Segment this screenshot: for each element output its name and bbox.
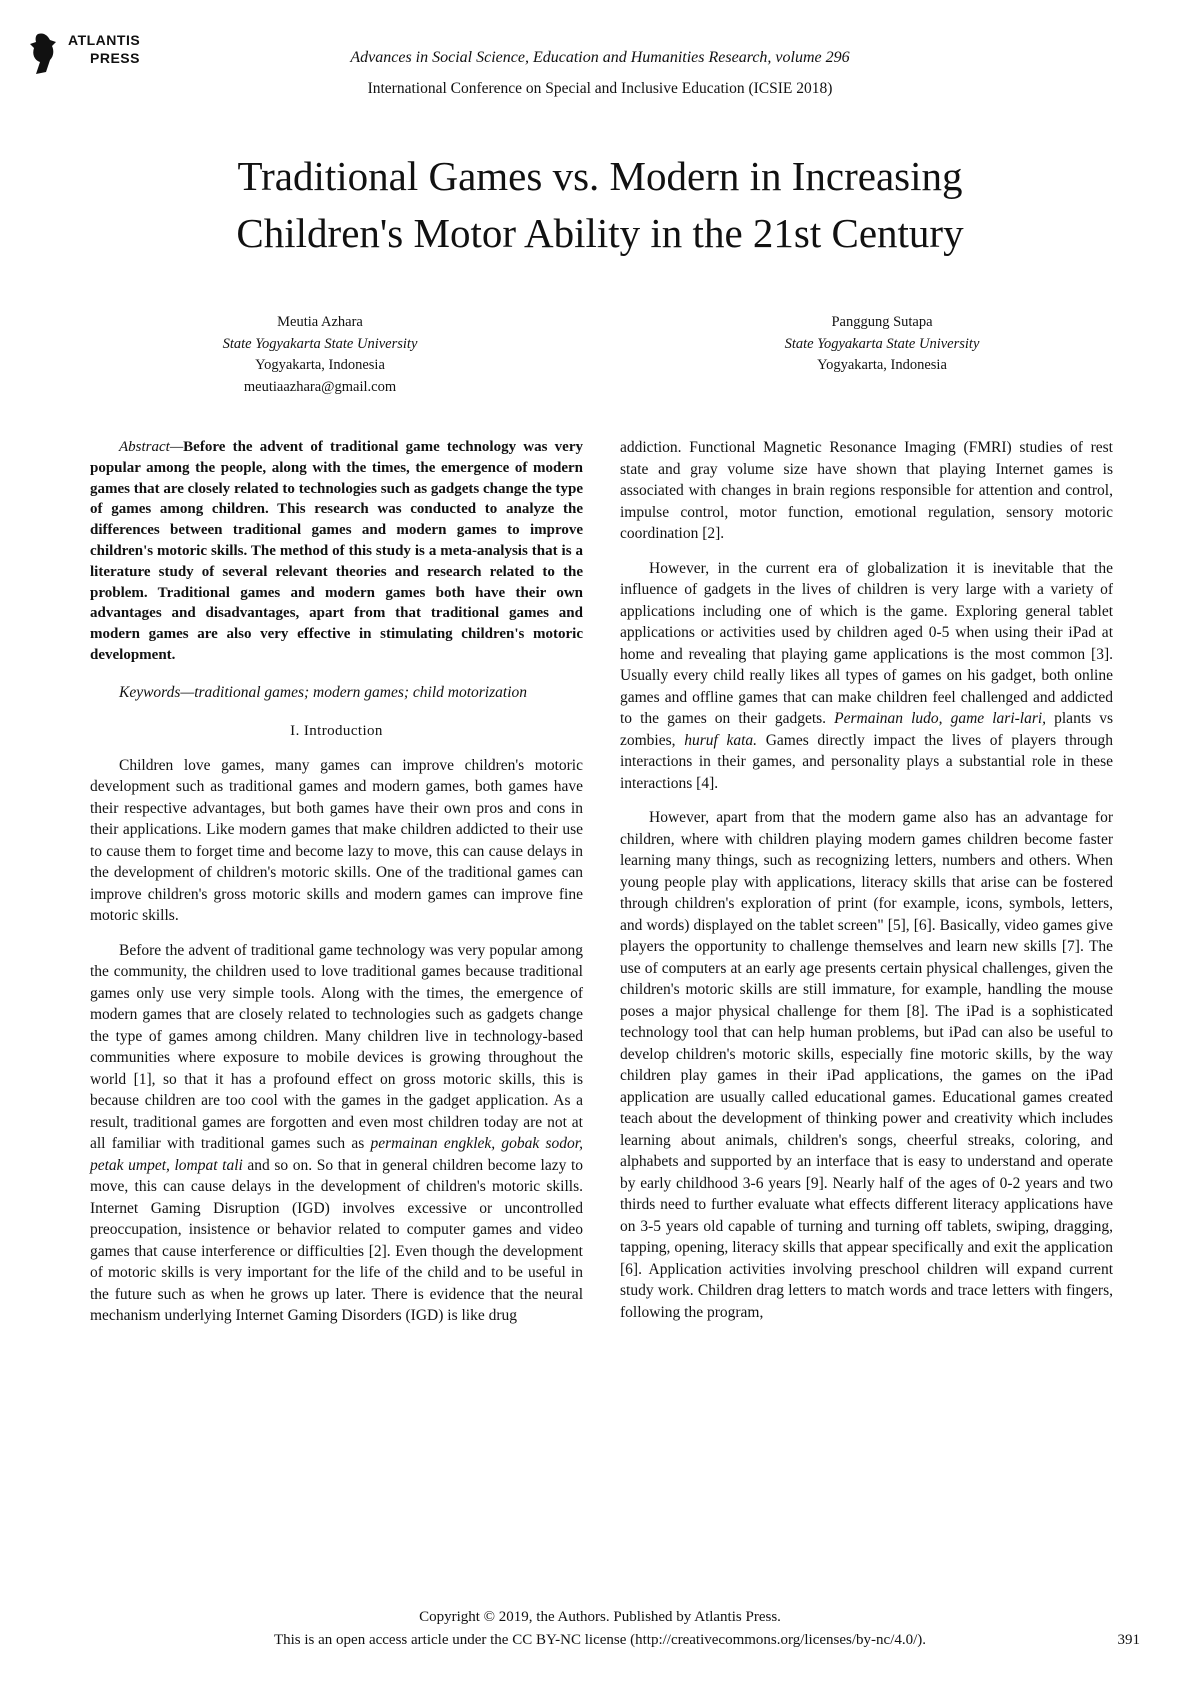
logo-text-line1: ATLANTIS [68,32,141,48]
abstract-text: Before the advent of traditional game technology was very popular among the people, along with the times, the emergence of modern games that are closely related to technologies such as gadgets change the type of games among children. This research was conducted to analyze the differences between traditional games and modern games to improve children's motoric skills. The method of this study is a meta-analysis that is a literature study of several relevant theories and research related to the problem. Traditional games and modern games both have their own advantages and disadvantages, apart from that traditional games and modern games are also very effective in stimulating children's motoric development. [90,439,583,663]
abstract-label: Abstract— [119,439,184,455]
game-names: huruf kata. [684,731,758,749]
logo-text-line2: PRESS [90,50,140,66]
section-heading-introduction: I. Introduction [290,723,383,740]
paragraph-text: Games directly impact the lives of players through interactions in their games, and personality plays a substantial role in these interactions [4]. [620,731,1114,792]
left-column [90,437,583,1327]
paragraph-text: plants vs zombies, [620,710,1114,749]
author-affiliation: State Yogyakarta State University [222,335,418,352]
right-paragraph-1: addiction. Functional Magnetic Resonance Imaging (FMRI) studies of rest state and gray volume size have shown that playing Internet games is associated with changes in brain regions responsible for attention and control, impulse control, motor function, emotional regulation, sensory motoric coordination [2]. [620,439,1113,542]
page-number: 391 [1117,1632,1140,1648]
author-name: Panggung Sutapa [831,314,933,330]
paragraph-text: Before the advent of traditional game technology was very popular among the community, the children used to love traditional games because traditional games only use very simple tools. Along with the times, the emergence of modern games that are closely related to technologies such as gadgets change the type of games among children. Many children live in technology-based communities where exposure to mobile devices is growing throughout the world [1], so that it has a profound effect on gross motoric skills, this is because children are too cool with the games in the gadget application. As a result, traditional games are forgotten and even most children today are not at all familiar with traditional games such as [90,941,583,1153]
license-notice[interactable]: This is an open access article under the CC BY-NC license (http://creativecommons.org/licenses/by-nc/4.0/). [273,1632,927,1648]
copyright-notice: Copyright © 2019, the Authors. Published by Atlantis Press. [419,1609,781,1625]
journal-title: Advances in Social Science, Education and Humanities Research, volume 296 [350,49,850,66]
author-name: Meutia Azhara [277,314,363,330]
author-affiliation: State Yogyakarta State University [784,335,980,352]
author-location: Yogyakarta, Indonesia [817,357,947,373]
paper-title-line2: Children's Motor Ability in the 21st Century [236,210,964,256]
paper-title [100,148,1100,262]
keywords: Keywords—traditional games; modern games; child motorization [119,683,528,701]
author-block-1 [110,312,530,398]
author-block-2 [672,312,1092,377]
conference-name: International Conference on Special and Inclusive Education (ICSIE 2018) [367,80,833,97]
atlantis-figure-icon [30,30,66,80]
intro-paragraph-1: Children love games, many games can improve children's motoric development such as traditional games and modern games, both games have their respective advantages, but both games have their own pros and cons in their applications. Like modern games that make children addicted to their use to cause them to forget time and become lazy to move, this can cause delays in the development of children's motoric skills. One of the traditional games can improve children's gross motoric skills and modern games can improve fine motoric skills. [90,756,583,925]
game-names: Permainan ludo, game lari-lari, [834,710,1047,727]
author-location: Yogyakarta, Indonesia [255,357,385,373]
paper-title-line1: Traditional Games vs. Modern in Increasing [237,153,963,199]
author-email[interactable]: meutiaazhara@gmail.com [243,378,397,395]
intro-paragraph-2 [90,940,583,1327]
right-paragraph-3: However, apart from that the modern game also has an advantage for children, where with children playing modern games children become faster learning many things, such as recognizing letters, numbers and others. When young people play with applications, literacy skills that arise can be fostered through children's exploration of print (for example, icons, symbols, letters, and words) displayed on the tablet screen" [5], [6]. Basically, video games give players the opportunity to challenge themselves and learn new skills [7]. The use of computers at an early age presents certain physical challenges, given the children's motoric skills are still immature, for example, handling the mouse poses a major physical challenge for them [8]. The iPad is a sophisticated technology tool that can help human problems, but iPad can also be useful to develop children's motoric skills, especially fine motoric skills, by the way children play games in their iPad applications, the games on the iPad application are usually called educational games. Educational games created teach about the development of thinking power and creativity which includes learning about animals, children's songs, cheerful streaks, coloring, and alphabets and supported by an interface that is easy to understand and operate by early childhood 3-6 years [9]. Nearly half of the ages of 0-2 years and two thirds need to further evaluate what effects different literacy applications have on 3-5 years old capable of turning and turning off tablets, swiping, dragging, tapping, opening, literacy skills that appear specifically and exit the application [6]. Application activities involving preschool children will expand current study work. Children drag letters to match words and trace letters with fingers, following the program, [620,809,1113,1321]
publisher-logo [30,30,170,80]
right-column [620,437,1113,1323]
abstract [90,437,583,666]
right-paragraph-2 [620,558,1113,795]
paragraph-text: However, in the current era of globalization it is inevitable that the influence of gadgets in the lives of children is very large with a variety of applications including one of which is the game. Exploring general tablet applications or activities used by children aged 0-5 when using their iPad at home and revealing that playing game applications is the most common [3]. Usually every child really likes all types of games on his gadget, both online games and offline games that can make children feel challenged and addicted to the games on their gadgets. [620,559,1113,727]
paragraph-text: and so on. So that in general children become lazy to move, this can cause delays in the development of children's motoric skills. Internet Gaming Disruption (IGD) involves excessive or uncontrolled preoccupation, insistence or behavior related to computer games and video games that cause interference or difficulties [2]. Even though the development of motoric skills is very important for the life of the child and to be useful in the future such as when he grows up later. There is evidence that the neural mechanism underlying Internet Gaming Disorders (IGD) is like drug [90,1156,583,1325]
traditional-games-names: permainan engklek, gobak sodor, petak umpet, lompat tali [90,1135,583,1174]
